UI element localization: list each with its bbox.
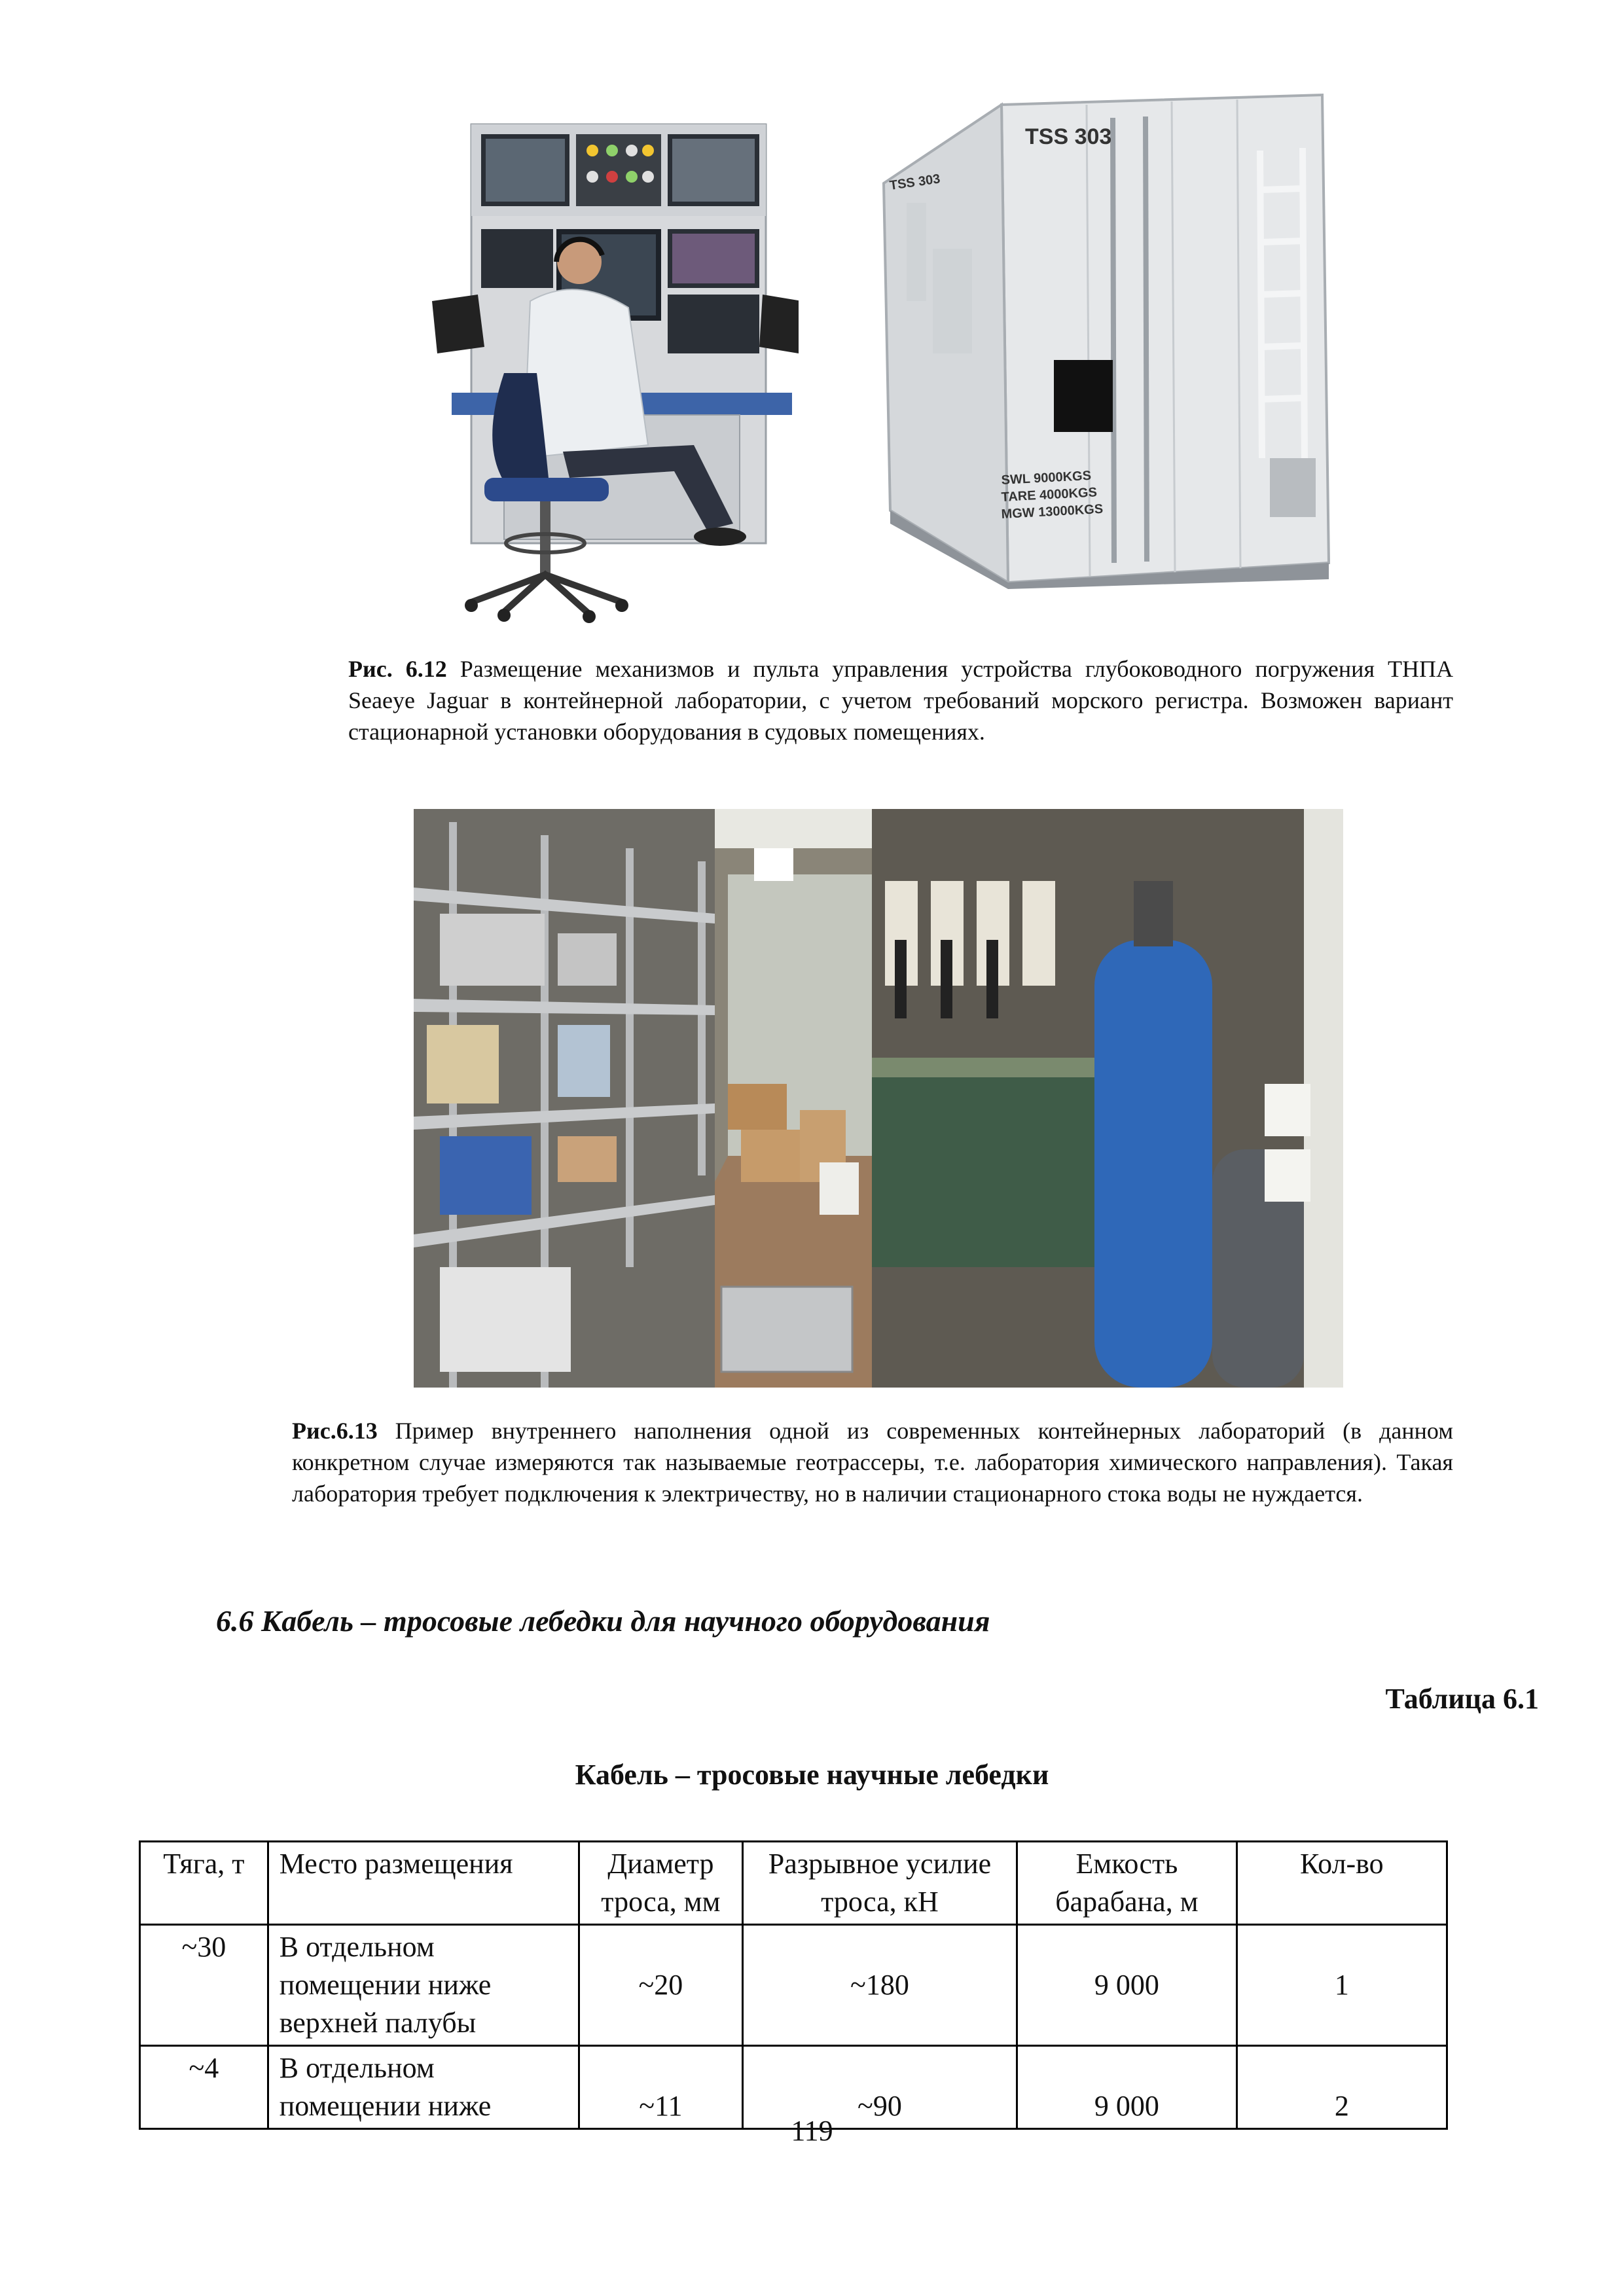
cell-cable-diameter: ~11: [579, 2046, 742, 2129]
winches-table: [139, 1840, 1448, 2130]
cell-quantity: 2: [1236, 2046, 1447, 2129]
container-plate-line-1: SWL 9000KGS: [1001, 468, 1092, 488]
cell-location: В отдельном помещении ниже верхней палубы: [268, 1925, 579, 2046]
header-cable-diameter: Диаметр троса, мм: [579, 1842, 742, 1925]
cell-breaking-force: ~90: [742, 2046, 1017, 2129]
cell-location: В отдельном помещении ниже: [268, 2046, 579, 2129]
container-plate-line-2: TARE 4000KGS: [1001, 485, 1098, 505]
container-lab-interior-photo: [414, 809, 1343, 1388]
figure-6-12-caption: [348, 653, 1453, 747]
container-plate-line-3: MGW 13000KGS: [1001, 501, 1104, 522]
table-title: Кабель – тросовые научные лебедки: [575, 1759, 1049, 1791]
cell-cable-diameter: ~20: [579, 1925, 742, 2046]
figure-6-12-text: Размещение механизмов и пульта управления устройства глубоководного погружения ТНПА Seaeye Jaguar в контейнерной лаборатории, с учетом требований морского регистра. Возможен вариант стационарной установки оборудования в судовых помещениях.: [348, 656, 1453, 745]
table-row: [140, 1925, 1447, 2046]
figure-6-13-caption: [292, 1415, 1453, 1509]
header-quantity: Кол-во: [1236, 1842, 1447, 1925]
section-heading: 6.6 Кабель – тросовые лебедки для научного оборудования: [216, 1604, 990, 1638]
cell-breaking-force: ~180: [742, 1925, 1017, 2046]
header-location: Место размещения: [268, 1842, 579, 1925]
header-traction: Тяга, т: [140, 1842, 268, 1925]
cell-quantity: 1: [1236, 1925, 1447, 2046]
cell-traction: ~30: [140, 1925, 268, 2046]
cell-traction: ~4: [140, 2046, 268, 2129]
figure-6-13-label: Рис.6.13: [292, 1418, 378, 1444]
table-number: Таблица 6.1: [1385, 1683, 1539, 1715]
cell-drum-capacity: 9 000: [1017, 2046, 1237, 2129]
page-number: 119: [791, 2115, 833, 2147]
container-laboratory-photo: [871, 92, 1342, 589]
door-label: TSS 303: [888, 171, 941, 193]
header-drum-capacity: Емкость барабана, м: [1017, 1842, 1237, 1925]
cell-drum-capacity: 9 000: [1017, 1925, 1237, 2046]
figure-6-13-text: Пример внутреннего наполнения одной из современных контейнерных лабораторий (в данном конкретном случае измеряются так называемые геотрассеры, т.е. лаборатория химического направления). Такая лаборатория требует подключения к электричеству, но в наличии стационарного стока воды не нуждается.: [292, 1418, 1453, 1507]
container-label: TSS 303: [1025, 124, 1112, 149]
header-breaking-force: Разрывное усилие троса, кН: [742, 1842, 1017, 1925]
rov-control-console-photo: [432, 85, 799, 628]
table-header-row: [140, 1842, 1447, 1925]
figure-6-12-label: Рис. 6.12: [348, 656, 447, 682]
